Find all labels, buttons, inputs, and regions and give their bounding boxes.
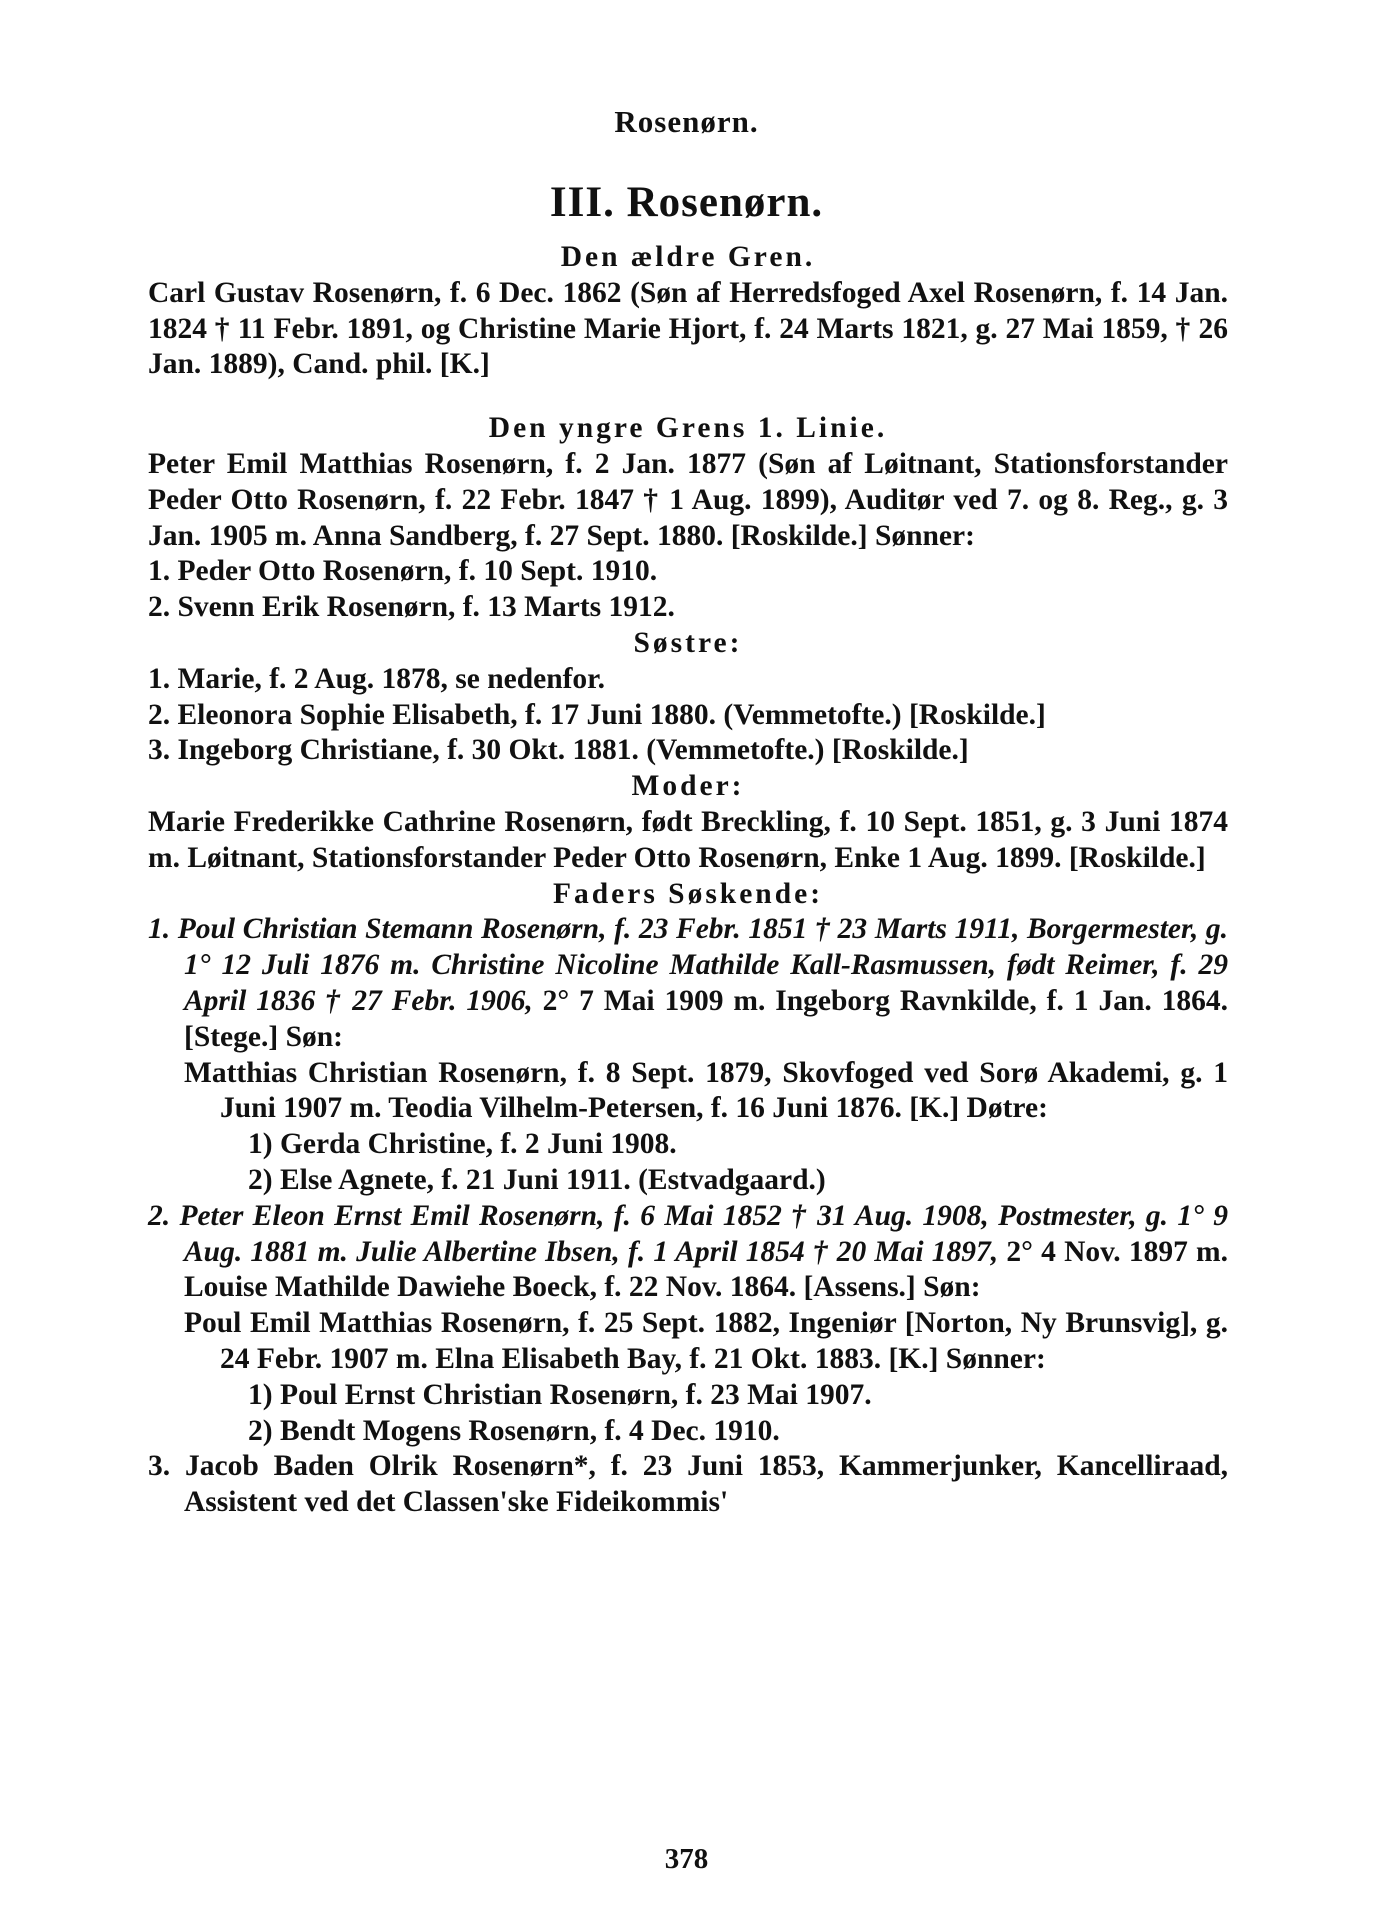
page-title: III. Rosenørn.	[549, 179, 824, 226]
section-heading-younger-branch: Den yngre Grens 1. Linie.	[488, 412, 888, 445]
sibling-entry-1-rest: 2° 7 Mai 1909 m. Ingeborg Ravnkilde, f. 1 Jan. 1864. [Stege.] Søn:	[184, 984, 1229, 1053]
sister-item: 2. Eleonora Sophie Elisabeth, f. 17 Juni 1880. (Vemmetofte.) [Roskilde.]	[148, 698, 1046, 731]
sister-item: 3. Ingeborg Christiane, f. 30 Okt. 1881. (Vemmetofte.) [Roskilde.]	[148, 734, 969, 767]
sister-item: 1. Marie, f. 2 Aug. 1878, se nedenfor.	[148, 662, 605, 695]
sibling-entry-1	[148, 912, 1228, 1055]
daughter-item: 1) Gerda Christine, f. 2 Juni 1908.	[248, 1128, 677, 1161]
grandson-item: 2) Bendt Mogens Rosenørn, f. 4 Dec. 1910.	[248, 1414, 780, 1447]
sibling-entry-3: 3. Jacob Baden Olrik Rosenørn*, f. 23 Juni 1853, Kammerjunker, Kancelliraad, Assistent ved det Classen'ske Fideikommis'	[148, 1450, 1228, 1519]
entry-mother: Marie Frederikke Cathrine Rosenørn, født Breckling, f. 10 Sept. 1851, g. 3 Juni 1874 m. Løitnant, Stationsforstander Peder Otto Rosenørn, Enke 1 Aug. 1899. [Roskilde.]	[148, 805, 1228, 874]
sibling-1-son: Matthias Christian Rosenørn, f. 8 Sept. 1879, Skovfoged ved Sorø Akademi, g. 1 Juni 1907 m. Teodia Vilhelm-Petersen, f. 16 Juni 1876. [K.] Døtre:	[184, 1056, 1228, 1125]
text-body	[148, 240, 1228, 1521]
son-item: 1. Peder Otto Rosenørn, f. 10 Sept. 1910.	[148, 555, 658, 588]
sibling-entry-1-italic: 1. Poul Christian Stemann Rosenørn, f. 23 Febr. 1851 † 23 Marts 1911, Borgermester, g. 1° 12 Juli 1876 m. Christine Nicoline Mathilde Kall-Rasmussen, født Reimer, f. 29 April 1836 † 27 Febr. 1906,	[148, 913, 1228, 1017]
sibling-entry-2	[148, 1199, 1228, 1306]
daughter-item: 2) Else Agnete, f. 21 Juni 1911. (Estvadgaard.)	[248, 1163, 826, 1196]
section-heading-elder-branch: Den ældre Gren.	[560, 241, 816, 273]
page-number: 378	[664, 1843, 709, 1875]
entry-peter-emil: Peter Emil Matthias Rosenørn, f. 2 Jan. 1877 (Søn af Løitnant, Stationsforstander Peder Otto Rosenørn, f. 22 Febr. 1847 † 1 Aug. 1899), Auditør ved 7. og 8. Reg., g. 3 Jan. 1905 m. Anna Sandberg, f. 27 Sept. 1880. [Roskilde.] Sønner:	[148, 447, 1228, 552]
sibling-entry-2-italic: 2. Peter Eleon Ernst Emil Rosenørn, f. 6 Mai 1852 † 31 Aug. 1908, Postmester, g. 1° 9 Aug. 1881 m. Julie Albertine Ibsen, f. 1 April 1854 † 20 Mai 1897,	[148, 1199, 1228, 1268]
son-item: 2. Svenn Erik Rosenørn, f. 13 Marts 1912.	[148, 591, 675, 624]
grandson-item: 1) Poul Ernst Christian Rosenørn, f. 23 Mai 1907.	[248, 1378, 872, 1411]
sibling-2-son: Poul Emil Matthias Rosenørn, f. 25 Sept. 1882, Ingeniør [Norton, Ny Brunsvig], g. 24 Febr. 1907 m. Elna Elisabeth Bay, f. 21 Okt. 1883. [K.] Sønner:	[184, 1307, 1228, 1375]
entry-carl-gustav: Carl Gustav Rosenørn, f. 6 Dec. 1862 (Søn af Herredsfoged Axel Rosenørn, f. 14 Jan. 1824 † 11 Febr. 1891, og Christine Marie Hjort, f. 24 Marts 1821, g. 27 Mai 1859, † 26 Jan. 1889), Cand. phil. [K.]	[148, 276, 1228, 381]
running-head: Rosenørn.	[614, 104, 759, 139]
sisters-heading: Søstre:	[633, 626, 743, 659]
mother-heading: Moder:	[631, 770, 745, 803]
sibling-entry-2-rest: 2° 4 Nov. 1897 m. Louise Mathilde Dawiehe Boeck, f. 22 Nov. 1864. [Assens.] Søn:	[184, 1235, 1228, 1304]
father-siblings-heading: Faders Søskende:	[552, 877, 824, 910]
